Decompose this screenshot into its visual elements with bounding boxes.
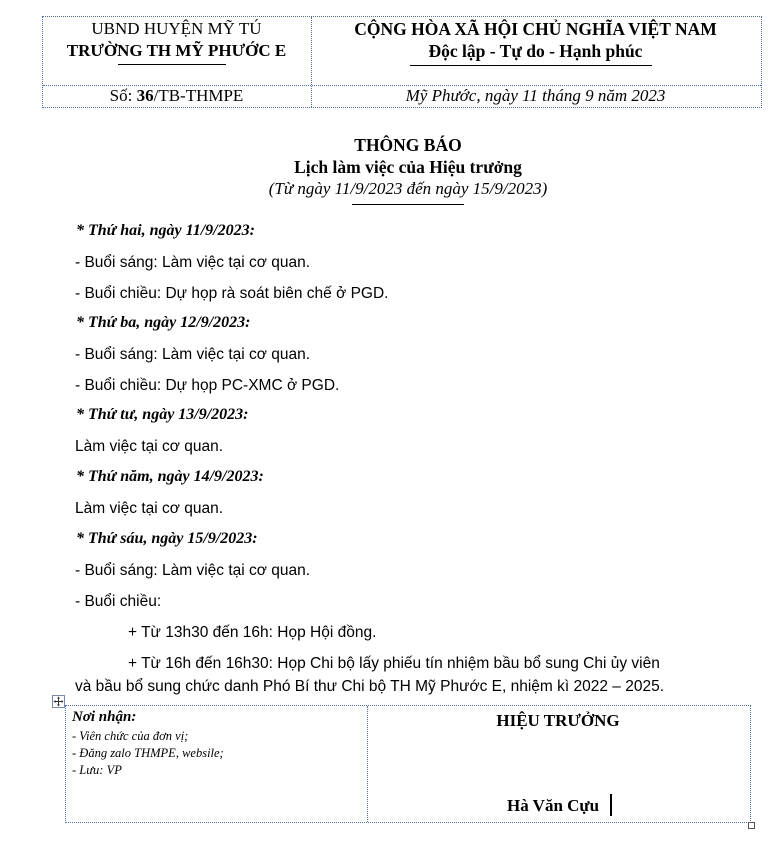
recipient-item: - Viên chức của đơn vị; [72, 729, 189, 743]
doc-number-value: 36 [136, 86, 154, 105]
notice-subtitle: Lịch làm việc của Hiệu trưởng [294, 157, 522, 177]
header-left-line1: UBND HUYỆN MỸ TÚ [91, 19, 262, 38]
recipient-item: - Đăng zalo THMPE, websile; [72, 746, 224, 760]
text-cursor [610, 794, 612, 816]
friday-item-2-line1: + Từ 16h đến 16h30: Họp Chi bộ lấy phiếu tín nhiệm bầu bổ sung Chi ủy viên [128, 655, 660, 672]
doc-number-suffix: /TB-THMPE [153, 86, 244, 105]
friday-morning: - Buổi sáng: Làm việc tại cơ quan. [75, 562, 311, 579]
doc-number [42, 86, 311, 106]
monday-heading: * Thứ hai, ngày 11/9/2023: [76, 222, 255, 239]
header-right-line1: CỘNG HÒA XÃ HỘI CHỦ NGHĨA VIỆT NAM [354, 19, 717, 39]
header-right-underline [410, 65, 652, 66]
tuesday-morning: - Buổi sáng: Làm việc tại cơ quan. [75, 346, 311, 363]
friday-heading: * Thứ sáu, ngày 15/9/2023: [76, 530, 258, 547]
wednesday-text: Làm việc tại cơ quan. [75, 438, 224, 455]
wednesday-heading: * Thứ tư, ngày 13/9/2023: [76, 406, 249, 423]
friday-afternoon-label: - Buổi chiều: [75, 593, 162, 610]
header-left-underline [118, 64, 226, 65]
signer-name: Hà Văn Cựu [507, 796, 600, 815]
recipients-title: Nơi nhận: [72, 709, 137, 725]
resize-square-icon[interactable] [748, 822, 755, 829]
date-line: Mỹ Phước, ngày 11 tháng 9 năm 2023 [405, 86, 666, 105]
monday-morning: - Buổi sáng: Làm việc tại cơ quan. [75, 254, 311, 271]
header-left-line2: TRƯỜNG TH MỸ PHƯỚC E [66, 41, 287, 60]
notice-date-range: (Từ ngày 11/9/2023 đến ngày 15/9/2023) [268, 179, 548, 198]
header-right-line2: Độc lập - Tự do - Hạnh phúc [428, 41, 643, 61]
tuesday-heading: * Thứ ba, ngày 12/9/2023: [76, 314, 251, 331]
recipient-item: - Lưu: VP [72, 763, 122, 777]
thursday-heading: * Thứ năm, ngày 14/9/2023: [76, 468, 264, 485]
notice-title: THÔNG BÁO [354, 135, 462, 155]
friday-item-2-line2: và bầu bổ sung chức danh Phó Bí thư Chi bộ TH Mỹ Phước E, nhiệm kì 2022 – 2025. [75, 678, 665, 695]
signer-title: HIỆU TRƯỞNG [496, 711, 620, 730]
title-underline [352, 204, 464, 205]
thursday-text: Làm việc tại cơ quan. [75, 500, 224, 517]
monday-afternoon: - Buổi chiều: Dự họp rà soát biên chế ở PGD. [75, 285, 389, 302]
doc-number-prefix: Số: [109, 86, 137, 105]
friday-item-1: + Từ 13h30 đến 16h: Họp Hội đồng. [128, 624, 377, 641]
move-cross-icon[interactable] [52, 695, 65, 708]
tuesday-afternoon: - Buổi chiều: Dự họp PC-XMC ở PGD. [75, 377, 340, 394]
